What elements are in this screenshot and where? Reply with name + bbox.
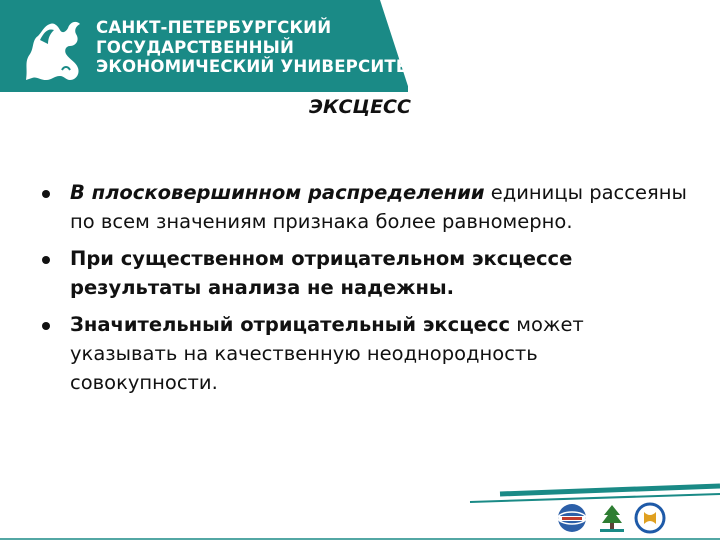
university-name-line-2: ГОСУДАРСТВЕННЫЙ [96,37,295,57]
bullet-1-text: единицы рассеяны по всем значениям признака более равномерно. [70,181,687,233]
bullet-dot-icon [42,322,50,330]
bullet-list [40,178,690,405]
slide-title: ЭКСЦЕСС [309,96,411,118]
bullet-dot-icon [42,256,50,264]
bullet-item-2 [40,244,690,302]
bullet-item-3 [40,310,690,397]
globe-emblem-icon [556,502,588,534]
griffin-logo-icon [14,10,90,86]
bullet-dot-icon [42,190,50,198]
bullet-1-emphasis: В плосковершинном распределении [70,181,485,204]
university-name [96,18,419,77]
university-name-line-3: ЭКОНОМИЧЕСКИЙ УНИВЕРСИТЕТ [96,57,419,76]
bullet-3-text: может указывать на качественную неоднородность совокупности. [70,313,584,394]
university-name-line-1: САНКТ-ПЕТЕРБУРГСКИЙ [96,18,332,37]
circle-emblem-icon [634,502,666,534]
bullet-2-emphasis: При существенном отрицательном эксцессе результаты анализа не надежны. [70,247,573,299]
bullet-3-emphasis: Значительный отрицательный эксцесс [70,313,511,336]
tree-emblem-icon [596,502,628,534]
bullet-item-1 [40,178,690,236]
